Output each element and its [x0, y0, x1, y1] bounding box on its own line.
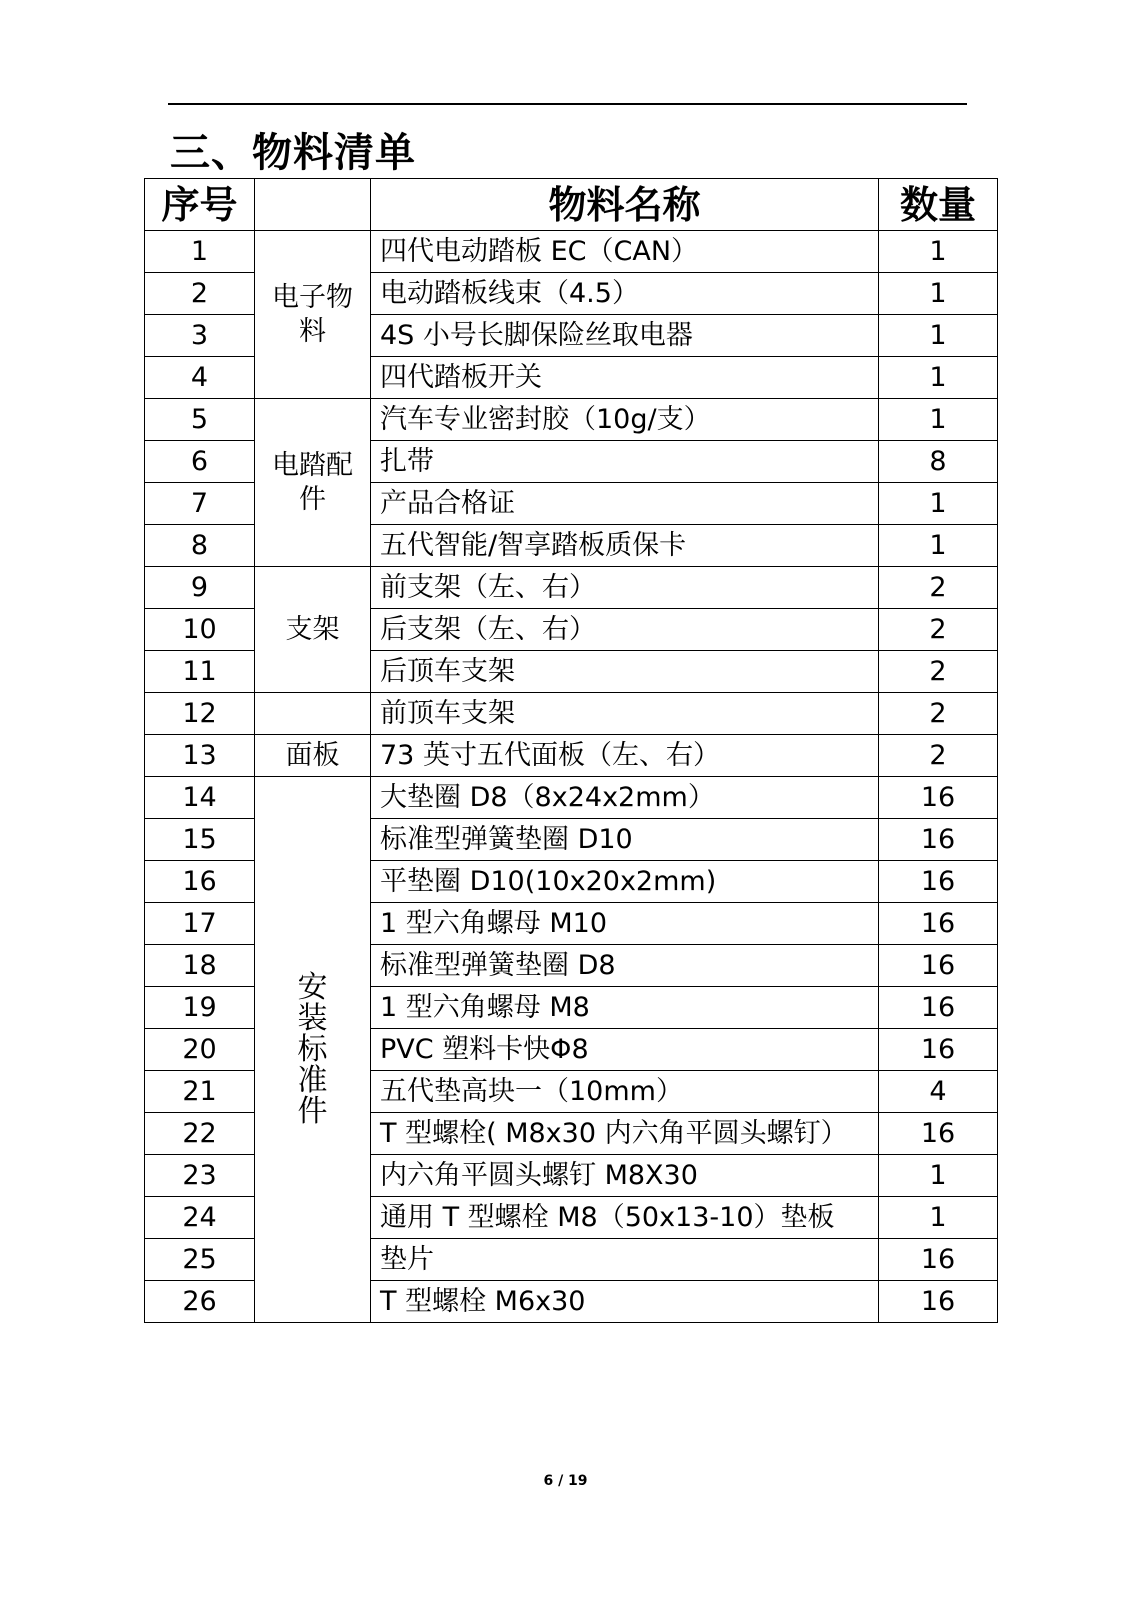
category-label: 电子物料 — [272, 281, 353, 347]
row-name: 1 型六角螺母 M10 — [371, 903, 879, 945]
row-name: 五代智能/智享踏板质保卡 — [371, 525, 879, 567]
row-qty: 2 — [879, 609, 998, 651]
row-qty: 16 — [879, 903, 998, 945]
table-row — [145, 735, 998, 777]
row-name: 标准型弹簧垫圈 D10 — [371, 819, 879, 861]
row-name: 四代电动踏板 EC（CAN） — [371, 231, 879, 273]
table-row — [145, 399, 998, 441]
row-no: 5 — [145, 399, 255, 441]
row-qty: 16 — [879, 819, 998, 861]
row-qty: 16 — [879, 1113, 998, 1155]
category-label: 支架 — [285, 613, 340, 645]
row-qty: 1 — [879, 315, 998, 357]
row-qty: 2 — [879, 693, 998, 735]
row-qty: 1 — [879, 399, 998, 441]
row-no: 16 — [145, 861, 255, 903]
table-row — [145, 567, 998, 609]
header-name: 物料名称 — [371, 179, 879, 231]
row-name: 前顶车支架 — [371, 693, 879, 735]
row-no: 12 — [145, 693, 255, 735]
row-name: 五代垫高块一（10mm） — [371, 1071, 879, 1113]
row-no: 21 — [145, 1071, 255, 1113]
page-number: 6 / 19 — [543, 1473, 588, 1489]
row-qty: 1 — [879, 273, 998, 315]
row-qty: 8 — [879, 441, 998, 483]
row-qty: 1 — [879, 1155, 998, 1197]
row-name: 4S 小号长脚保险丝取电器 — [371, 315, 879, 357]
row-qty: 1 — [879, 525, 998, 567]
row-name: 73 英寸五代面板（左、右） — [371, 735, 879, 777]
row-no: 9 — [145, 567, 255, 609]
row-no: 19 — [145, 987, 255, 1029]
row-no: 6 — [145, 441, 255, 483]
table-row — [145, 777, 998, 819]
category-cell — [255, 399, 371, 567]
row-qty: 16 — [879, 1029, 998, 1071]
category-label: 安装标准件 — [297, 969, 328, 1129]
header-qty: 数量 — [879, 179, 998, 231]
row-name: 电动踏板线束（4.5） — [371, 273, 879, 315]
row-no: 17 — [145, 903, 255, 945]
table-row — [145, 693, 998, 735]
row-name: 产品合格证 — [371, 483, 879, 525]
row-no: 25 — [145, 1239, 255, 1281]
row-no: 8 — [145, 525, 255, 567]
category-label: 电踏配件 — [272, 449, 353, 515]
row-no: 10 — [145, 609, 255, 651]
table-header-row — [145, 179, 998, 231]
row-qty: 16 — [879, 945, 998, 987]
row-name: 内六角平圆头螺钉 M8X30 — [371, 1155, 879, 1197]
row-no: 24 — [145, 1197, 255, 1239]
category-label: 面板 — [285, 739, 340, 771]
row-name: 后支架（左、右） — [371, 609, 879, 651]
row-no: 7 — [145, 483, 255, 525]
row-name: 通用 T 型螺栓 M8（50x13-10）垫板 — [371, 1197, 879, 1239]
category-cell — [255, 567, 371, 693]
row-name: 汽车专业密封胶（10g/支） — [371, 399, 879, 441]
row-no: 1 — [145, 231, 255, 273]
row-qty: 1 — [879, 1197, 998, 1239]
row-name: 四代踏板开关 — [371, 357, 879, 399]
row-no: 11 — [145, 651, 255, 693]
row-no: 4 — [145, 357, 255, 399]
row-no: 15 — [145, 819, 255, 861]
section-title: 三、物料清单 — [170, 130, 416, 176]
row-qty: 16 — [879, 777, 998, 819]
header-rule — [168, 103, 967, 105]
row-name: 大垫圈 D8（8x24x2mm） — [371, 777, 879, 819]
bill-of-materials-table — [144, 178, 998, 1323]
row-qty: 16 — [879, 1281, 998, 1323]
row-name: 平垫圈 D10(10x20x2mm) — [371, 861, 879, 903]
row-name: T 型螺栓 M6x30 — [371, 1281, 879, 1323]
row-no: 3 — [145, 315, 255, 357]
table-row — [145, 231, 998, 273]
row-no: 18 — [145, 945, 255, 987]
row-name: 前支架（左、右） — [371, 567, 879, 609]
category-cell — [255, 777, 371, 1323]
header-no: 序号 — [145, 179, 255, 231]
row-name: 垫片 — [371, 1239, 879, 1281]
row-qty: 16 — [879, 987, 998, 1029]
category-cell — [255, 693, 371, 735]
header-category — [255, 179, 371, 231]
row-no: 23 — [145, 1155, 255, 1197]
row-qty: 2 — [879, 567, 998, 609]
row-qty: 16 — [879, 861, 998, 903]
row-name: 扎带 — [371, 441, 879, 483]
row-no: 13 — [145, 735, 255, 777]
row-qty: 16 — [879, 1239, 998, 1281]
row-name: PVC 塑料卡快Φ8 — [371, 1029, 879, 1071]
row-name: 后顶车支架 — [371, 651, 879, 693]
row-qty: 4 — [879, 1071, 998, 1113]
row-qty: 2 — [879, 735, 998, 777]
row-qty: 1 — [879, 483, 998, 525]
category-cell — [255, 231, 371, 399]
row-no: 26 — [145, 1281, 255, 1323]
row-no: 2 — [145, 273, 255, 315]
row-no: 20 — [145, 1029, 255, 1071]
row-qty: 1 — [879, 231, 998, 273]
category-cell — [255, 735, 371, 777]
row-no: 22 — [145, 1113, 255, 1155]
row-qty: 2 — [879, 651, 998, 693]
row-name: 标准型弹簧垫圈 D8 — [371, 945, 879, 987]
row-name: 1 型六角螺母 M8 — [371, 987, 879, 1029]
row-qty: 1 — [879, 357, 998, 399]
row-no: 14 — [145, 777, 255, 819]
row-name: T 型螺栓( M8x30 内六角平圆头螺钉） — [371, 1113, 879, 1155]
